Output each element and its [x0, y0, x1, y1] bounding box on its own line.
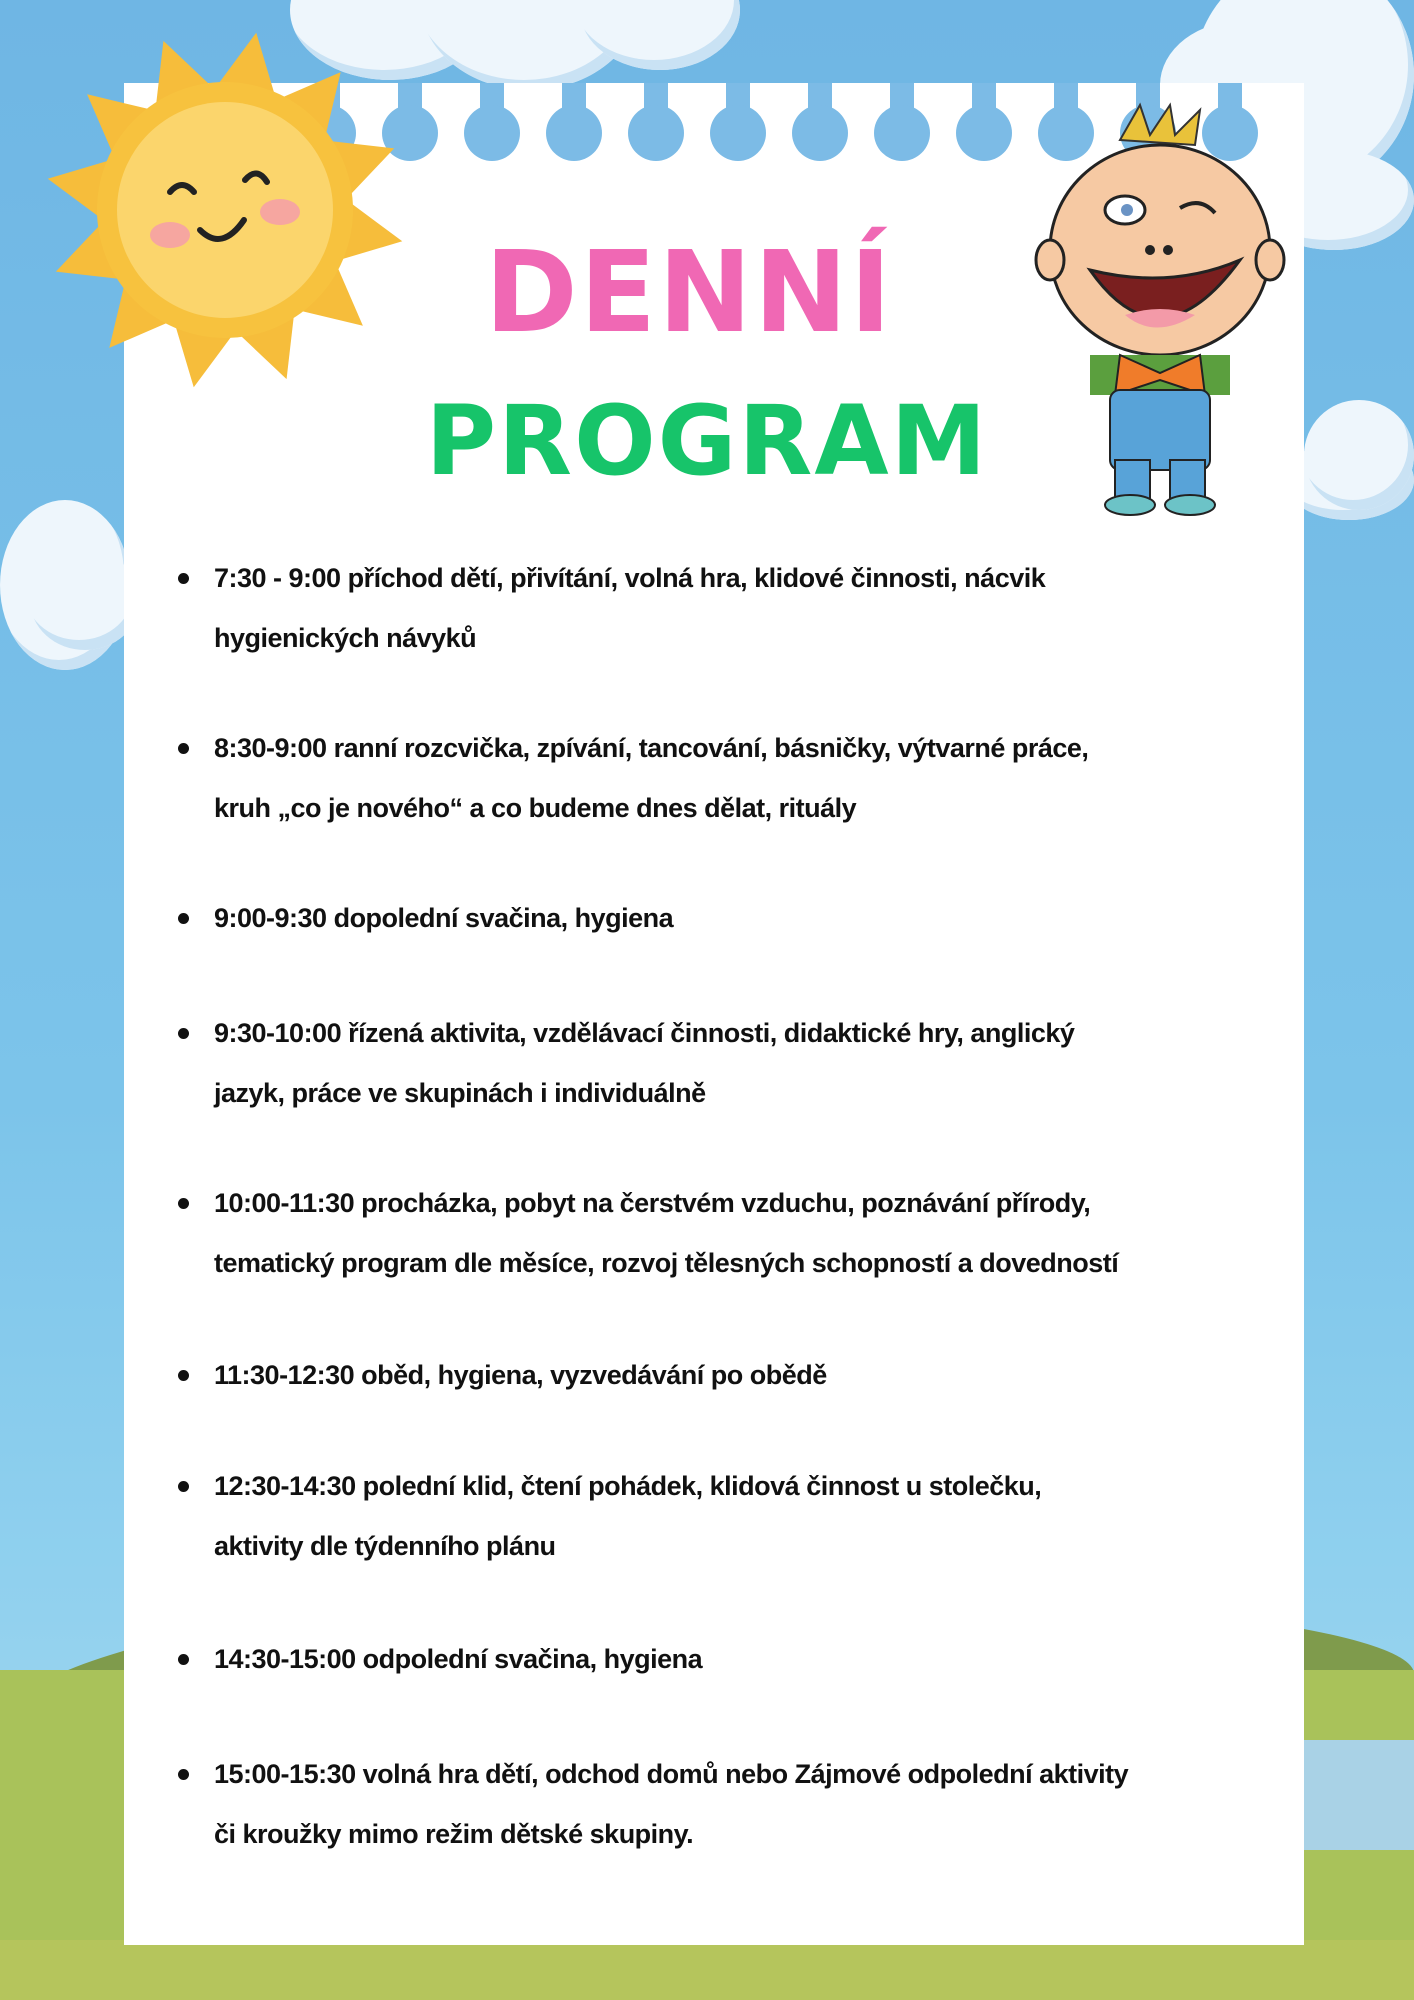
schedule-item: [170, 1744, 1280, 1864]
bullet-icon: [178, 1028, 189, 1039]
schedule-item: [170, 718, 1280, 838]
schedule-item-line: či kroužky mimo režim dětské skupiny.: [214, 1819, 694, 1849]
schedule-item-line: kruh „co je nového“ a co budeme dnes dělat, rituály: [214, 793, 857, 823]
schedule-item: [170, 888, 1280, 948]
schedule-item-line: tematický program dle měsíce, rozvoj tělesných schopností a dovedností: [214, 1248, 1119, 1278]
schedule-item: [170, 548, 1280, 668]
schedule-item-line: 12:30-14:30 polední klid, čtení pohádek, klidová činnost u stolečku,: [214, 1471, 1042, 1501]
schedule-item-line: 11:30-12:30 oběd, hygiena, vyzvedávání po obědě: [214, 1360, 827, 1390]
bullet-icon: [178, 1198, 189, 1209]
title-line-2: PROGRAM: [425, 385, 989, 497]
schedule-item-line: aktivity dle týdenního plánu: [214, 1531, 556, 1561]
scallop-hole: [628, 105, 684, 161]
cartoon-boy-illustration: [1030, 100, 1290, 520]
bullet-icon: [178, 1481, 189, 1492]
title-line-1: DENNÍ: [484, 228, 894, 358]
scallop-hole: [956, 105, 1012, 161]
schedule-item-line: 7:30 - 9:00 příchod dětí, přivítání, volná hra, klidové činnosti, nácvik: [214, 563, 1046, 593]
schedule-item-line: 15:00-15:30 volná hra dětí, odchod domů nebo Zájmové odpolední aktivity: [214, 1759, 1129, 1789]
schedule-item-line: jazyk, práce ve skupinách i individuálně: [214, 1078, 706, 1108]
schedule-item-line: 10:00-11:30 procházka, pobyt na čerstvém vzduchu, poznávání přírody,: [214, 1188, 1091, 1218]
schedule-item-line: hygienických návyků: [214, 623, 477, 653]
scallop-hole: [546, 105, 602, 161]
scallop-hole: [710, 105, 766, 161]
schedule-item-line: 14:30-15:00 odpolední svačina, hygiena: [214, 1644, 703, 1674]
schedule-item: [170, 1003, 1280, 1123]
pond: [1304, 1740, 1414, 1850]
scallop-hole: [464, 105, 520, 161]
ground: [0, 1940, 1414, 2000]
schedule-item: [170, 1173, 1280, 1293]
bullet-icon: [178, 1654, 189, 1665]
bullet-icon: [178, 913, 189, 924]
schedule-item: [170, 1345, 1280, 1405]
bullet-icon: [178, 573, 189, 584]
bullet-icon: [178, 1769, 189, 1780]
schedule-item: [170, 1629, 1280, 1689]
schedule-item-line: 8:30-9:00 ranní rozcvička, zpívání, tancování, básničky, výtvarné práce,: [214, 733, 1089, 763]
schedule-item: [170, 1456, 1280, 1576]
scallop-hole: [874, 105, 930, 161]
schedule-item-line: 9:00-9:30 dopolední svačina, hygiena: [214, 903, 674, 933]
schedule-item-line: 9:30-10:00 řízená aktivita, vzdělávací činnosti, didaktické hry, anglický: [214, 1018, 1075, 1048]
scallop-hole: [792, 105, 848, 161]
bullet-icon: [178, 1370, 189, 1381]
bullet-icon: [178, 743, 189, 754]
